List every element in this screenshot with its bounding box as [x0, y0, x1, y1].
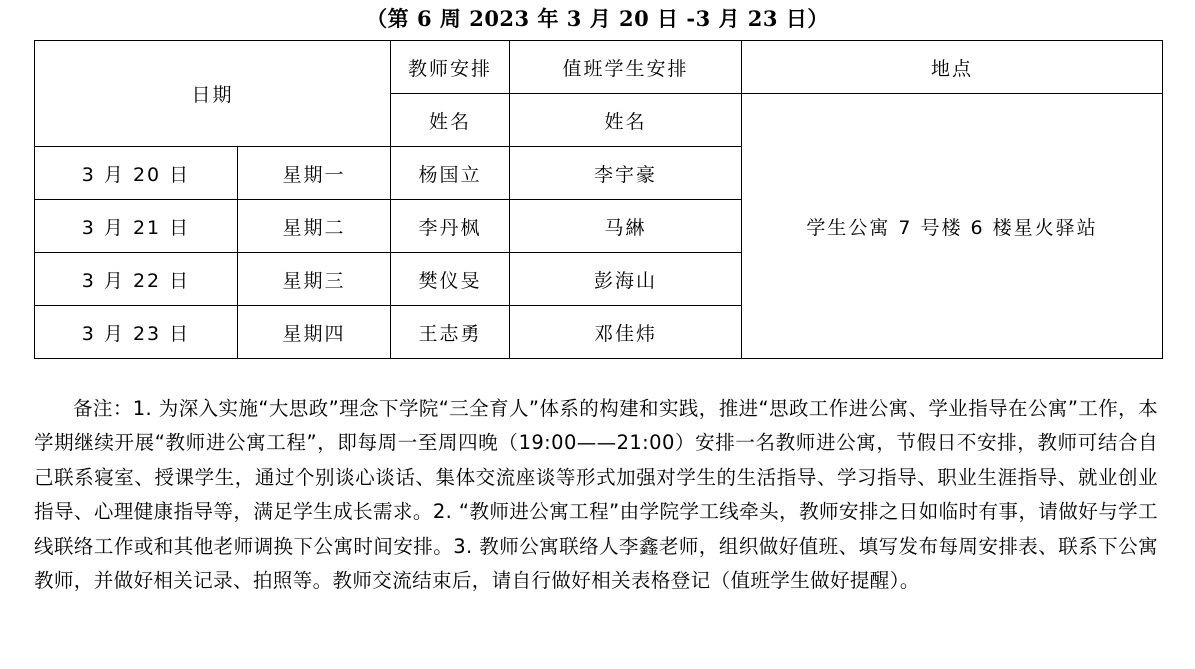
- date-cell: 3 月 22 日: [35, 253, 238, 306]
- header-location: 地点: [742, 41, 1163, 94]
- teacher-cell: 杨国立: [391, 147, 510, 200]
- teacher-cell: 王志勇: [391, 306, 510, 359]
- header-teacher-name: 姓名: [391, 94, 510, 147]
- header-teacher: 教师安排: [391, 41, 510, 94]
- student-cell: 马綝: [510, 200, 742, 253]
- header-date: 日期: [35, 41, 391, 147]
- date-cell: 3 月 23 日: [35, 306, 238, 359]
- student-cell: 李宇豪: [510, 147, 742, 200]
- weekday-cell: 星期一: [238, 147, 391, 200]
- teacher-cell: 樊仪旻: [391, 253, 510, 306]
- schedule-title: （第 6 周 2023 年 3 月 20 日 -3 月 23 日）: [366, 6, 829, 31]
- header-student: 值班学生安排: [510, 41, 742, 94]
- student-cell: 彭海山: [510, 253, 742, 306]
- header-student-name: 姓名: [510, 94, 742, 147]
- date-cell: 3 月 20 日: [35, 147, 238, 200]
- teacher-cell: 李丹枫: [391, 200, 510, 253]
- student-cell: 邓佳炜: [510, 306, 742, 359]
- duty-schedule-table: [34, 40, 1163, 359]
- notes-paragraph: 备注：1. 为深入实施“大思政”理念下学院“三全育人”体系的构建和实践，推进“思政工作进公寓、学业指导在公寓”工作，本学期继续开展“教师进公寓工程”，即每周一至周四晚（19:00——21:00）安排一名教师进公寓，节假日不安排，教师可结合自己联系寝室、授课学生，通过个别谈心谈话、集体交流座谈等形式加强对学生的生活指导、学习指导、职业生涯指导、就业创业指导、心理健康指导等，满足学生成长需求。2. “教师进公寓工程”由学院学工线牵头，教师安排之日如临时有事，请做好与学工线联络工作或和其他老师调换下公寓时间安排。3. 教师公寓联络人李鑫老师，组织做好值班、填写发布每周安排表、联系下公寓教师，并做好相关记录、拍照等。教师交流结束后，请自行做好相关表格登记（值班学生做好提醒）。: [34, 397, 1158, 593]
- weekday-cell: 星期二: [238, 200, 391, 253]
- weekday-cell: 星期三: [238, 253, 391, 306]
- weekday-cell: 星期四: [238, 306, 391, 359]
- header-row-1: [35, 41, 1163, 94]
- date-cell: 3 月 21 日: [35, 200, 238, 253]
- location-cell: 学生公寓 7 号楼 6 楼星火驿站: [742, 94, 1163, 359]
